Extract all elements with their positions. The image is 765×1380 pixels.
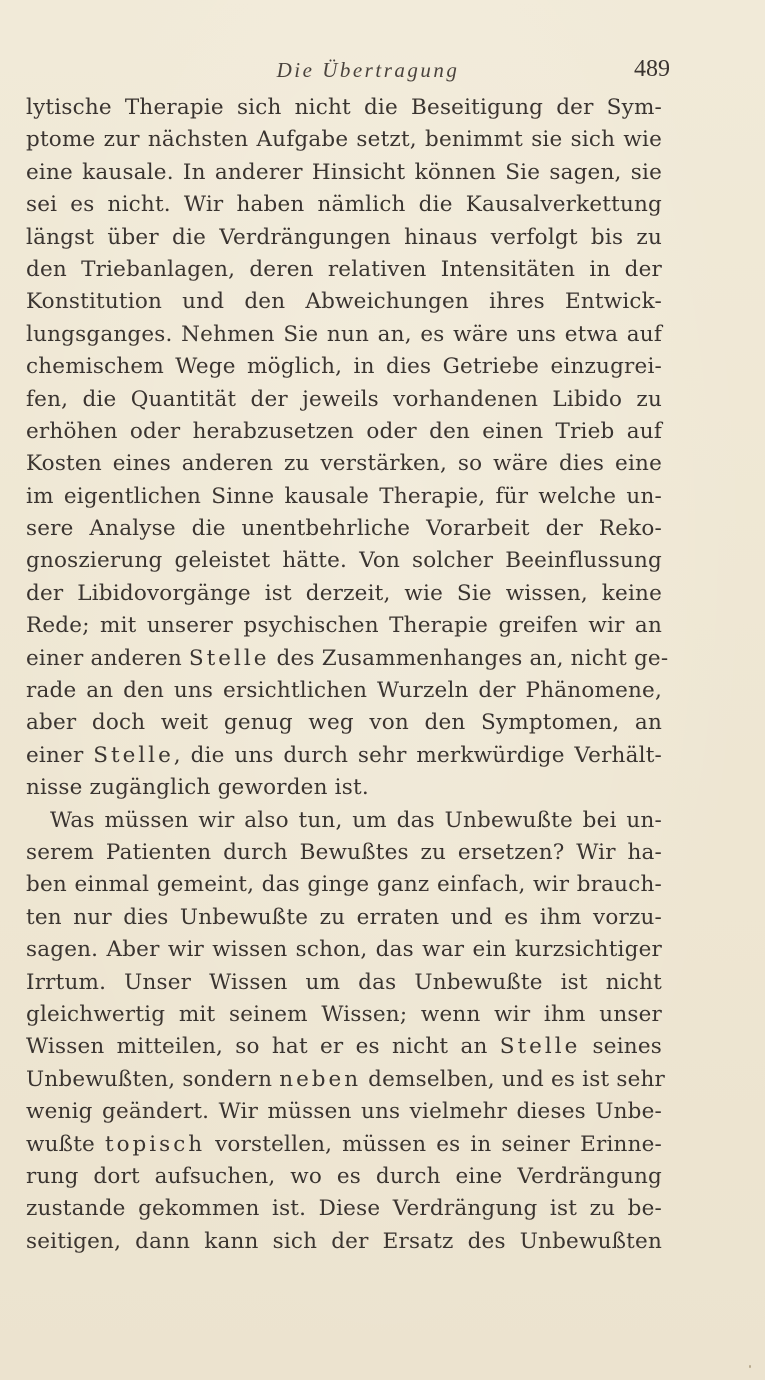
emphasized-word: Stelle (188, 645, 270, 671)
emphasized-word: Stelle (499, 1034, 581, 1060)
text-line: erhöhen oder herabzusetzen oder den einen Trieb auf (26, 418, 662, 444)
text-line: serem Patienten durch Bewußtes zu ersetzen? Wir ha- (26, 839, 662, 865)
text-line: ptome zur nächsten Aufgabe setzt, benimmt sie sich wie (26, 127, 662, 153)
running-head (26, 56, 670, 90)
text-line: lungsganges. Nehmen Sie nun an, es wäre uns etwa auf (26, 321, 662, 347)
text-line: ten nur dies Unbewußte zu erraten und es ihm vorzu- (26, 904, 662, 930)
text-line: sei es nicht. Wir haben nämlich die Kausalverkettung (26, 192, 662, 218)
text-line: rade an den uns ersichtlichen Wurzeln der Phänomene, (26, 678, 662, 704)
text-line: wenig geändert. Wir müssen uns vielmehr dieses Unbe- (26, 1099, 662, 1125)
text-line: im eigentlichen Sinne kausale Therapie, für welche un- (26, 483, 662, 509)
chapter-title: Die Übertragung (276, 58, 460, 82)
paragraph-first-line: Was müssen wir also tun, um das Unbewußte bei un- (50, 807, 662, 833)
text-line: ben einmal gemeint, das ginge ganz einfach, wir brauch- (26, 872, 662, 898)
text-line: gleichwertig mit seinem Wissen; wenn wir ihm unser (26, 1001, 662, 1027)
text-line: den Triebanlagen, deren relativen Intensitäten in der (26, 256, 662, 282)
text-line: chemischem Wege möglich, in dies Getriebe einzugrei- (26, 354, 662, 380)
text-line: seitigen, dann kann sich der Ersatz des Unbewußten (26, 1228, 662, 1254)
text-line: sere Analyse die unentbehrliche Vorarbeit der Reko- (26, 516, 662, 542)
text-line: der Libidovorgänge ist derzeit, wie Sie wissen, keine (26, 580, 662, 606)
text-line: längst über die Verdrängungen hinaus verfolgt bis zu (26, 224, 662, 250)
text-line: aber doch weit genug weg von den Symptomen, an (26, 710, 662, 736)
text-line: rung dort aufsuchen, wo es durch eine Verdrängung (26, 1163, 662, 1189)
text-line: zustande gekommen ist. Diese Verdrängung ist zu be- (26, 1196, 662, 1222)
text-line: eine kausale. In anderer Hinsicht können Sie sagen, sie (26, 159, 662, 185)
text-line: sagen. Aber wir wissen schon, das war ein kurzsichtiger (26, 937, 662, 963)
body-text (26, 92, 669, 1258)
text-line: Wissen mitteilen, so hat er es nicht an Stelle seines (26, 1034, 662, 1060)
text-line: wußte topisch vorstellen, müssen es in seiner Erinne- (26, 1131, 662, 1157)
emphasized-word: neben (279, 1066, 362, 1092)
emphasized-word: topisch (104, 1131, 206, 1157)
text-line: gnoszierung geleistet hätte. Von solcher Beeinflussung (26, 548, 662, 574)
text-line: Irrtum. Unser Wissen um das Unbewußte ist nicht (26, 969, 662, 995)
page-number: 489 (634, 56, 670, 82)
text-line: fen, die Quantität der jeweils vorhandenen Libido zu (26, 386, 662, 412)
paper-speck (749, 1365, 751, 1368)
paragraph-end-line: nisse zugänglich geworden ist. (26, 775, 369, 801)
emphasized-word: Stelle (93, 742, 174, 768)
text-line: einer anderen Stelle des Zusammenhanges an, nicht ge- (26, 645, 669, 671)
text-line: einer Stelle, die uns durch sehr merkwürdige Verhält- (26, 742, 663, 768)
text-line: Kosten eines anderen zu verstärken, so wäre dies eine (26, 451, 662, 477)
text-line: Unbewußten, sondern neben demselben, und es ist sehr (26, 1066, 666, 1092)
text-line: Konstitution und den Abweichungen ihres Entwick- (26, 289, 662, 315)
text-line: lytische Therapie sich nicht die Beseitigung der Sym- (26, 95, 662, 120)
text-line: Rede; mit unserer psychischen Therapie greifen wir an (26, 613, 662, 639)
